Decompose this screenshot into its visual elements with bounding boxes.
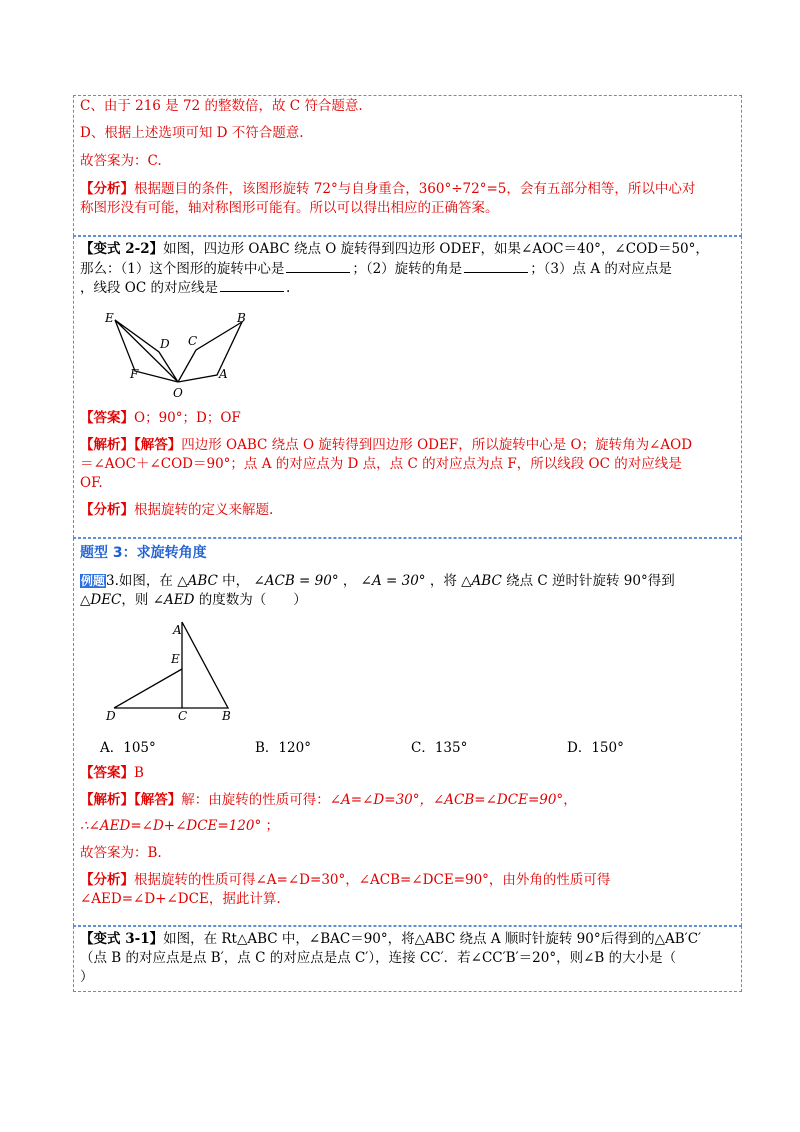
option-c: C．135° xyxy=(411,740,468,756)
label-e: E xyxy=(105,311,114,325)
q-part-1: 那么：（1）这个图形的旋转中心是 xyxy=(80,261,285,277)
label-b: B xyxy=(237,311,246,325)
variant-3-1-tag: 【变式 3-1】 xyxy=(80,931,164,947)
q-1i: 绕点 C 逆时针旋转 90°得到 xyxy=(506,573,675,589)
analysis-tag: 【分析】 xyxy=(80,872,134,888)
q-1f: ∠A = 30° xyxy=(360,573,426,589)
analysis-tag: 【分析】 xyxy=(80,502,134,518)
variant-2-2-answer xyxy=(80,409,241,427)
variant-2-2-explain-2: ＝∠AOC＋∠COD＝90°；点 A 的对应点为 D 点，点 C 的对应点为点 F，所以线段 OC 的对应线是 xyxy=(80,456,682,472)
label-f: F xyxy=(130,367,139,381)
q-1e: ， xyxy=(342,573,357,589)
blank-3 xyxy=(220,279,284,292)
option-d-explanation: D、根据上述选项可知 D 不符合题意. xyxy=(80,125,304,141)
label-c: C xyxy=(178,709,188,723)
label-a: A xyxy=(219,367,228,381)
variant-2-2-explain-1 xyxy=(80,436,692,454)
label-d: D xyxy=(160,337,170,351)
label-d: D xyxy=(106,709,116,723)
answer-tag: 【答案】 xyxy=(80,765,134,781)
type-3-heading: 题型 3：求旋转角度 xyxy=(80,545,207,561)
analysis-tag: 【分析】 xyxy=(80,181,134,197)
label-c: C xyxy=(188,334,198,348)
option-d: D．150° xyxy=(567,740,624,756)
answer-tag: 【答案】 xyxy=(80,410,134,426)
explain-tag: 【解析】【解答】 xyxy=(80,437,182,453)
analysis-text: 根据旋转的定义来解题. xyxy=(134,502,274,518)
q-2a: △DEC xyxy=(80,592,122,608)
q-1h: △ABC xyxy=(461,573,502,589)
analysis-line-2: 称图形没有可能，轴对称图形可能有。所以可以得出相应的正确答案。 xyxy=(80,200,499,216)
analysis-text-1: 根据题目的条件，该图形旋转 72°与自身重合，360°÷72°=5，会有五部分相等，所以中心对 xyxy=(134,181,696,197)
label-b: B xyxy=(222,709,231,723)
explain-2b: ； xyxy=(265,818,280,834)
type-3-answer xyxy=(80,764,144,782)
option-b: B．120° xyxy=(255,740,311,756)
type-3-analysis-1 xyxy=(80,871,610,889)
blank-1 xyxy=(286,260,350,273)
explain-text-1: 四边形 OABC 绕点 O 旋转得到四边形 ODEF，所以旋转中心是 O；旋转角为∠AOD xyxy=(181,437,693,453)
q-part-2: ；（2）旋转的角是 xyxy=(352,261,463,277)
q-1a: 如图，在 xyxy=(118,573,173,589)
q-1d: ∠ACB = 90° xyxy=(253,573,339,589)
variant-2-2-line-2 xyxy=(80,260,672,278)
explain-1c: ， xyxy=(563,792,577,808)
q-1c: 中， xyxy=(222,573,250,589)
variant-2-2-text-1: 如图，四边形 OABC 绕点 O 旋转得到四边形 ODEF，如果∠AOC＝40°，∠COD＝50°， xyxy=(163,241,709,257)
q-part-5: . xyxy=(285,280,291,296)
triangle-figure xyxy=(100,612,240,722)
q-2c: ∠AED xyxy=(152,592,195,608)
explain-1b: ∠A=∠D=30°，∠ACB=∠DCE=90° xyxy=(329,792,564,808)
variant-2-2-analysis xyxy=(80,501,273,519)
variant-2-2-explain-3: OF. xyxy=(80,475,103,491)
analysis-text-1: 根据旋转的性质可得∠A=∠D=30°，∠ACB=∠DCE=90°，由外角的性质可得 xyxy=(134,872,611,888)
variant-3-1-line-3: ） xyxy=(80,969,94,985)
type-3-explain-1 xyxy=(80,791,577,809)
answer-text: B xyxy=(134,765,144,781)
q-2b: ，则 xyxy=(121,592,149,608)
option-a: A．105° xyxy=(100,740,156,756)
blank-2 xyxy=(464,260,528,273)
q-part-3: ；（3）点 A 的对应点是 xyxy=(530,261,672,277)
answer-statement: 故答案为：C. xyxy=(80,153,162,169)
type-3-analysis-2: ∠AED=∠D+∠DCE，据此计算. xyxy=(80,891,281,907)
variant-3-1-line-1 xyxy=(80,930,701,948)
type-3-explain-2 xyxy=(80,817,279,835)
q-1g: ，将 xyxy=(429,573,457,589)
explain-1a: 解：由旋转的性质可得： xyxy=(181,792,330,808)
q-part-4: ，线段 OC 的对应线是 xyxy=(80,280,218,296)
example-3-line-1 xyxy=(80,572,675,590)
label-a: A xyxy=(173,623,182,637)
label-e: E xyxy=(171,652,180,666)
variant-2-2-tag: 【变式 2-2】 xyxy=(80,241,164,257)
variant-3-1-line-2: （点 B 的对应点是点 B′，点 C 的对应点是点 C′），连接 CC′．若∠CC′B′＝20°，则∠B 的大小是（ xyxy=(80,950,677,966)
example-3-line-2 xyxy=(80,591,307,609)
explain-tag: 【解析】【解答】 xyxy=(80,792,182,808)
variant-2-2-line-3 xyxy=(80,279,290,297)
label-o: O xyxy=(173,386,183,400)
explain-2: ∴∠AED=∠D+∠DCE=120° xyxy=(80,818,262,834)
option-c-explanation: C、由于 216 是 72 的整数倍，故 C 符合题意. xyxy=(80,98,363,114)
q-1b: △ABC xyxy=(177,573,218,589)
variant-3-1-text-1: 如图，在 Rt△ABC 中，∠BAC＝90°，将△ABC 绕点 A 顺时针旋转 90°后得到的△AB′C′ xyxy=(163,931,702,947)
example-tag: 例题 xyxy=(81,574,106,588)
q-2d: 的度数为（ ） xyxy=(198,592,307,608)
analysis-line-1 xyxy=(80,180,695,198)
type-3-explain-3: 故答案为：B. xyxy=(80,845,162,861)
quadrilateral-figure xyxy=(100,308,260,408)
q-num: 3. xyxy=(106,573,119,589)
answer-text: O；90°；D；OF xyxy=(134,410,241,426)
variant-2-2-line-1 xyxy=(80,240,709,258)
